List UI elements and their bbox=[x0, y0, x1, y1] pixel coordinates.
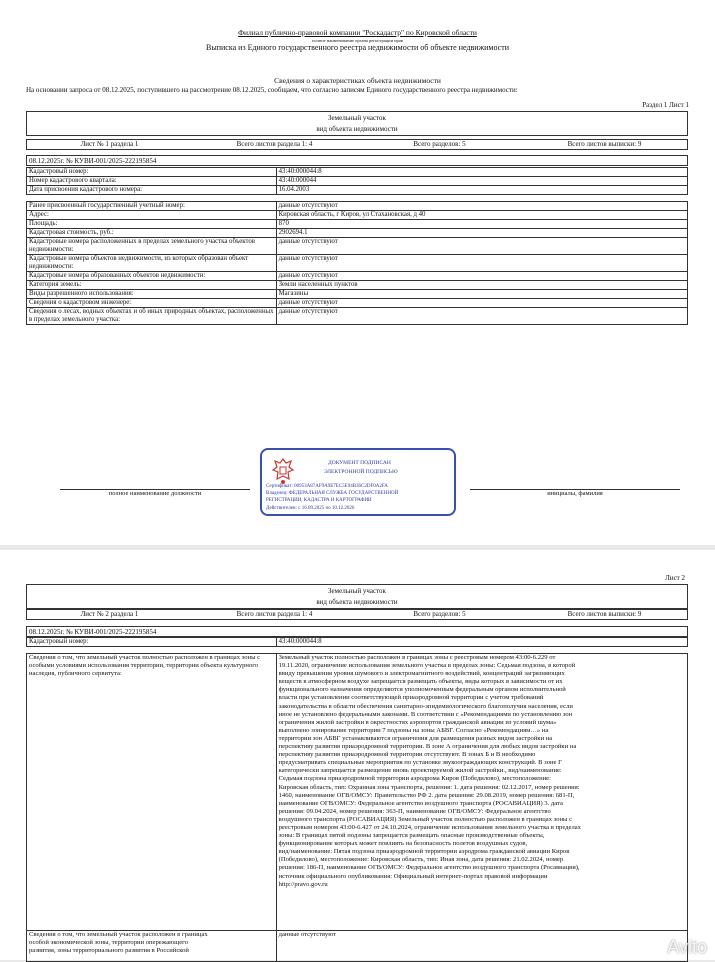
sheets-row bbox=[26, 139, 688, 150]
zone-line: решения: 09.04.2024, номер решения: 363-П, наименование ОГВ/ОМСУ: Федеральное агентство bbox=[278, 807, 551, 815]
table-gap bbox=[27, 195, 688, 202]
row-label: Категория земель: bbox=[27, 281, 277, 290]
total-sheets-section: Всего листов раздела 1: 4 bbox=[236, 140, 313, 148]
cadastral-number-label: Кадастровый номер: bbox=[27, 638, 277, 647]
total-sheets-section-2: Всего листов раздела 1: 4 bbox=[236, 610, 313, 618]
zone-line: иное не установлено федеральными законами. В соответствии с «Рекомендациями по установлению зон bbox=[278, 710, 573, 718]
sez-label-line: Сведения о том, что земельный участок расположен в границах bbox=[29, 931, 208, 938]
table-row bbox=[27, 177, 688, 186]
table-row bbox=[27, 308, 688, 325]
zone-line: источник официального опубликования: Официальный интернет-портал правовой информации bbox=[278, 872, 548, 880]
zone-label: Сведения о том, что земельный участок полностью расположен в границах зоны с особыми условиями использования территории, территории объекта культурного наследия, публичного сервитута: bbox=[27, 654, 277, 931]
table-row bbox=[27, 186, 688, 195]
row-value: Земли населенных пунктов bbox=[276, 281, 687, 290]
row-label: Кадастровый номер: bbox=[27, 168, 277, 177]
stamp-validity: Действителен: с 16.09.2025 по 10.12.2026 bbox=[266, 506, 355, 511]
zone-line: вид/наименование: Пятая подзона приаэродромной территории аэродрома гражданской авиации Киров bbox=[278, 848, 570, 856]
object-type: Земельный участок bbox=[328, 114, 386, 122]
stamp-subtitle: ЭЛЕКТРОННОЙ ПОДПИСЬЮ bbox=[324, 469, 398, 475]
table-row bbox=[27, 931, 688, 962]
section-title: Сведения о характеристиках объекта недвижимости bbox=[274, 76, 441, 85]
zone-line: веществ в атмосферном воздухе запрещается размещать объекты, виды которых в зависимости от их bbox=[278, 678, 563, 686]
sheet-ref-2: Лист 2 bbox=[665, 574, 685, 582]
row-value: Кировская область, г Киров, ул Стахановская, д 40 bbox=[276, 211, 687, 220]
zone-line: власти при установлении соответствующей приаэродромной территории с учетом требований bbox=[278, 694, 544, 702]
zone-line: наименование ОГВ/ОМСУ: Федеральное агентство воздушного транспорта (РОСАВИАЦИЯ) 3. дата bbox=[278, 799, 563, 807]
zones-table bbox=[26, 637, 688, 962]
zone-line: законодательства в области обеспечения санитарно-эпидемиологического благополучия населения, если bbox=[278, 702, 573, 710]
row-value: Магазины bbox=[276, 290, 687, 299]
row-value: данные отсутствуют bbox=[276, 255, 687, 272]
table-row bbox=[27, 168, 688, 177]
zone-line: Седьмая подзона приаэродромной территории аэродрома Киров (Победилово), местоположение: bbox=[278, 775, 551, 783]
object-caption-2: вид объекта недвижимости bbox=[316, 598, 398, 606]
row-label: Сведения о лесах, водных объектах и об иных природных объектах, расположенных в пределах земельного участка: bbox=[27, 308, 277, 325]
row-value: 2902694.1 bbox=[276, 229, 687, 238]
row-label: Сведения о кадастровом инженере: bbox=[27, 299, 277, 308]
zone-line: ввиду превышения уровня шумового и электромагнитного воздействий, концентраций загрязняющих bbox=[278, 670, 565, 678]
row-label: Ранее присвоенный государственный учетный номер: bbox=[27, 202, 277, 211]
row-value: данные отсутствуют bbox=[276, 272, 687, 281]
total-sheets-2: Всего листов выписки: 9 bbox=[567, 610, 642, 618]
zone-line: воздушного транспорта (РОСАВИАЦИЯ) Земельный участок полностью расположен в границах зоны с bbox=[278, 815, 573, 823]
row-value: данные отсутствуют bbox=[276, 308, 687, 325]
table-row bbox=[27, 638, 688, 647]
zone-line: (Победилово), местоположение: Кировская область, тип: Иная зона, дата решения: 21.02.2024, номер bbox=[278, 856, 564, 864]
sheet-ref: Раздел 1 Лист 1 bbox=[642, 101, 689, 109]
zone-value bbox=[276, 654, 687, 931]
sez-label bbox=[27, 931, 277, 962]
avito-watermark: Avito bbox=[667, 937, 707, 957]
sez-label-line: особой экономической зоны, территории опережающего bbox=[29, 939, 188, 947]
row-label: Кадастровые номера образованных объектов недвижимости: bbox=[27, 272, 277, 281]
row-label: Дата присвоения кадастрового номера: bbox=[27, 186, 277, 195]
zone-line: категорически запрещается размещение вновь проектируемой жилой застройки., вид/наименование: bbox=[278, 767, 562, 775]
row-label: Кадастровые номера расположенных в пределах земельного участка объектов недвижимости: bbox=[27, 238, 277, 255]
sez-label-line: развития, зоны территориального развития в Российской bbox=[29, 947, 189, 955]
table-row bbox=[27, 255, 688, 272]
cadastral-number-value: 43:40:000044:8 bbox=[276, 638, 687, 647]
object-caption: вид объекта недвижимости bbox=[316, 125, 398, 133]
zone-line: 19.11.2020, ограничение использования земельного участка в пределах зоны: Седьмая подзона, в которой bbox=[278, 662, 576, 670]
sez-value: данные отсутствуют bbox=[276, 931, 687, 962]
object-type-box-2 bbox=[26, 584, 688, 609]
electronic-signature-stamp bbox=[260, 448, 456, 516]
table-row bbox=[27, 211, 688, 220]
row-value: данные отсутствуют bbox=[276, 202, 687, 211]
object-type-2: Земельный участок bbox=[328, 587, 386, 595]
sheet-of-section: Лист № 1 раздела 1 bbox=[80, 140, 139, 148]
basis-text: На основании запроса от 08.12.2025, поступившего на рассмотрение 08.12.2025, сообщаем, что согласно записям Единого государственного реестра недвижимости: bbox=[26, 86, 518, 94]
row-value: 16.04.2003 bbox=[276, 186, 687, 195]
sheets-row-2 bbox=[26, 609, 688, 620]
zone-line: перспективу развития приаэродромной территории. В зоне А ограничения для любых видов застройки на bbox=[278, 743, 577, 751]
table-row bbox=[27, 229, 688, 238]
zone-line: ограничения жилой застройки в окрестностях аэропортов гражданской авиации из условий шума» bbox=[278, 718, 557, 726]
org-caption: полное наименование органа регистрации прав bbox=[312, 38, 403, 43]
table-row bbox=[27, 238, 688, 255]
row-value: 43:40:000044:8 bbox=[276, 168, 687, 177]
row-label: Площадь: bbox=[27, 220, 277, 229]
zone-line: функционального назначения определяются уполномоченным федеральным органом исполнительной bbox=[278, 686, 566, 694]
row-label: Кадастровая стоимость, руб.: bbox=[27, 229, 277, 238]
row-label: Виды разрешенного использования: bbox=[27, 290, 277, 299]
row-value: 43:40:000044 bbox=[276, 177, 687, 186]
zone-line: реестровым номером 43:00-6.427 от 24.10.2024, ограничение использования земельного участка в пределах bbox=[278, 823, 581, 831]
object-type-box bbox=[26, 111, 688, 136]
zone-line: Кировская область, тип: Охранная зона транспорта, решения: 1. дата решения: 02.12.2017, номер решения: bbox=[278, 783, 580, 791]
row-value: данные отсутствуют bbox=[276, 238, 687, 255]
zone-line: функционирование которых может повлиять на безопасность полетов воздушных судов, bbox=[278, 840, 528, 848]
total-sections-2: Всего разделов: 5 bbox=[413, 610, 466, 618]
table-row bbox=[27, 272, 688, 281]
zone-line: решения: 186-П, наименование ОГВ/ОМСУ: Федеральное агентство воздушного транспорта (Росавиация), bbox=[278, 864, 580, 872]
characteristics-table bbox=[26, 167, 688, 325]
zone-line: территории зон АБВГ устанавливаются ограничения для размещения разных видов застройки на bbox=[278, 734, 553, 742]
row-value: 870 bbox=[276, 220, 687, 229]
table-row bbox=[27, 281, 688, 290]
stamp-owner-line-1: Владелец: ФЕДЕРАЛЬНАЯ СЛУЖБА ГОСУДАРСТВЕННОЙ bbox=[266, 491, 399, 496]
signature-name-caption: инициалы, фамилия bbox=[547, 490, 603, 497]
table-row bbox=[27, 290, 688, 299]
zone-line: выполнено зонирование территории 7 подзоны на зоны АБВГ. Согласно «Рекомендациям…» на bbox=[278, 726, 549, 734]
zone-line: зоны: В границах пятой подзоны запрещается размещать опасные производственные объекты, bbox=[278, 832, 545, 840]
row-label: Номер кадастрового квартала: bbox=[27, 177, 277, 186]
zone-line: 1460, наименование ОГВ/ОМСУ: Правительство РФ 2. дата решения: 29.08.2019, номер решения: 681-П, bbox=[278, 791, 575, 799]
zone-line: http://pravo.gov.ru bbox=[278, 880, 328, 888]
sheet-of-section-2: Лист № 2 раздела 1 bbox=[80, 610, 139, 618]
stamp-certificate: Сертификат: 00953A87AF9A9E7EC5E94B36C2DF0A2FA bbox=[266, 484, 388, 489]
table-gap bbox=[27, 647, 688, 654]
coat-of-arms-icon bbox=[270, 456, 296, 486]
table-row bbox=[27, 202, 688, 211]
row-value: данные отсутствуют bbox=[276, 299, 687, 308]
stamp-owner-line-2: РЕГИСТРАЦИИ, КАДАСТРА И КАРТОГРАФИИ bbox=[266, 498, 372, 503]
stamp-title: ДОКУМЕНТ ПОДПИСАН bbox=[328, 460, 391, 466]
org-name: Филиал публично-правовой компании "Роскадастр" по Кировской области bbox=[238, 28, 477, 37]
zone-line: Земельный участок полностью расположен в границах зоны с реестровым номером 43:00-6.229 от bbox=[278, 654, 556, 661]
table-row bbox=[27, 299, 688, 308]
table-row bbox=[27, 220, 688, 229]
zone-line: предусматривать специальные мероприятия по установке звукоограждающих конструкций. В зоне Г bbox=[278, 759, 562, 767]
total-sections: Всего разделов: 5 bbox=[413, 140, 466, 148]
extract-number-2: 08.12.2025г. № КУВИ-001/2025-222195854 bbox=[26, 626, 688, 637]
row-label: Кадастровые номера объектов недвижимости, из которых образован объект недвижимости: bbox=[27, 255, 277, 272]
signature-position-caption: полное наименование должности bbox=[108, 490, 202, 497]
extract-number: 08.12.2025г. № КУВИ-001/2025-222195854 bbox=[26, 155, 688, 166]
document-title: Выписка из Единого государственного реестра недвижимости об объекте недвижимости bbox=[206, 43, 509, 52]
extract-page-2 bbox=[0, 550, 715, 960]
table-row bbox=[27, 654, 688, 931]
row-label: Адрес: bbox=[27, 211, 277, 220]
total-sheets: Всего листов выписки: 9 bbox=[567, 140, 642, 148]
zone-line: перспективу развития приаэродромной территории отсутствуют. В зонах Б и В необходимо bbox=[278, 751, 536, 759]
